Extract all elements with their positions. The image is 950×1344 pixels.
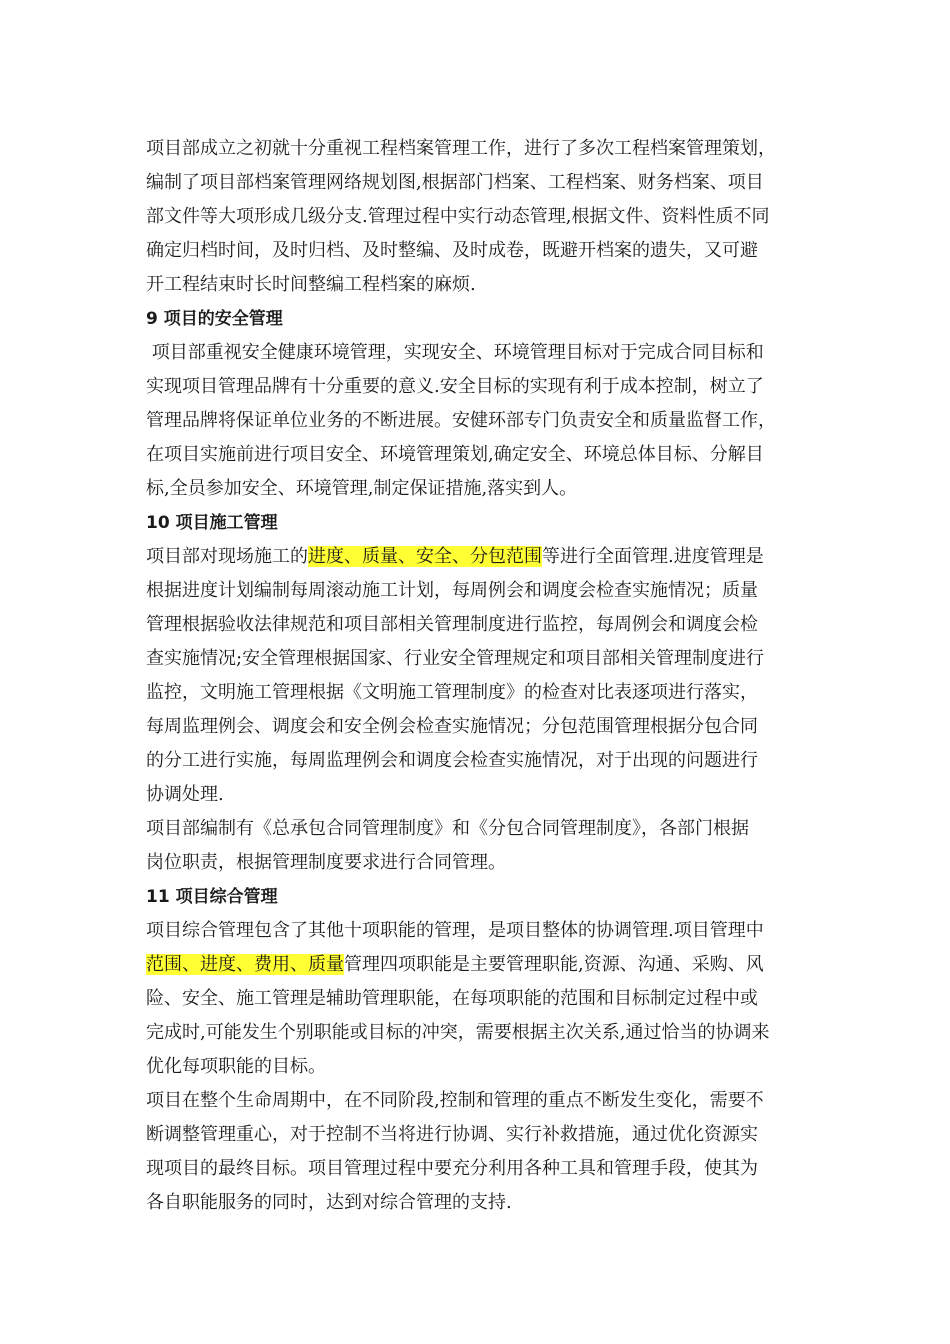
- paragraph-line: 根据进度计划编制每周滚动施工计划，每周例会和调度会检查实施情况；质量: [146, 580, 758, 601]
- paragraph-line: 实现项目管理品牌有十分重要的意义.安全目标的实现有利于成本控制，树立了: [146, 376, 764, 397]
- paragraph-line: [146, 948, 816, 982]
- paragraph-line: 标,全员参加安全、环境管理,制定保证措施,落实到人。: [146, 478, 578, 499]
- paragraph-line: 岗位职责，根据管理制度要求进行合同管理。: [146, 852, 506, 873]
- paragraph-line: 项目部编制有《总承包合同管理制度》和《分包合同管理制度》，各部门根据: [146, 818, 749, 839]
- section-heading-safety: 9 项目的安全管理: [146, 309, 283, 329]
- paragraph-line: 部文件等大项形成几级分支.管理过程中实行动态管理,根据文件、资料性质不同: [146, 206, 770, 227]
- paragraph-line: 优化每项职能的目标。: [146, 1056, 326, 1077]
- paragraph-line: 断调整管理重心，对于控制不当将进行协调、实行补救措施，通过优化资源实: [146, 1124, 758, 1145]
- paragraph-line: 开工程结束时长时间整编工程档案的麻烦.: [146, 274, 476, 295]
- paragraph-line: 在项目实施前进行项目安全、环境管理策划,确定安全、环境总体目标、分解目: [146, 444, 764, 465]
- paragraph-line: 监控，文明施工管理根据《文明施工管理制度》的检查对比表逐项进行落实，: [146, 682, 758, 703]
- document-body: [146, 132, 816, 1220]
- paragraph-line: 管理根据验收法律规范和项目部相关管理制度进行监控，每周例会和调度会检: [146, 614, 758, 635]
- paragraph-line: 每周监理例会、调度会和安全例会检查实施情况；分包范围管理根据分包合同: [146, 716, 758, 737]
- paragraph-line: 确定归档时间，及时归档、及时整编、及时成卷，既避开档案的遗失，又可避: [146, 240, 758, 261]
- paragraph-line: 险、安全、施工管理是辅助管理职能，在每项职能的范围和目标制定过程中或: [146, 988, 758, 1009]
- text-segment: 管理四项职能是主要管理职能,资源、沟通、采购、风: [344, 954, 764, 975]
- paragraph-line: 项目部成立之初就十分重视工程档案管理工作，进行了多次工程档案管理策划，: [146, 138, 776, 159]
- paragraph-line: 项目部重视安全健康环境管理，实现安全、环境管理目标对于完成合同目标和: [146, 342, 764, 363]
- paragraph-line: 完成时,可能发生个别职能或目标的冲突，需要根据主次关系,通过恰当的协调来: [146, 1022, 770, 1043]
- paragraph-line: 编制了项目部档案管理网络规划图,根据部门档案、工程档案、财务档案、项目: [146, 172, 764, 193]
- paragraph-line: 管理品牌将保证单位业务的不断进展。安健环部专门负责安全和质量监督工作，: [146, 410, 776, 431]
- paragraph-line: 各自职能服务的同时，达到对综合管理的支持.: [146, 1192, 512, 1213]
- text-segment: 等进行全面管理.进度管理是: [542, 546, 764, 567]
- paragraph-line: 现项目的最终目标。项目管理过程中要充分利用各种工具和管理手段，使其为: [146, 1158, 758, 1179]
- highlighted-text: 进度、质量、安全、分包范围: [308, 546, 542, 567]
- paragraph-line: 项目在整个生命周期中，在不同阶段,控制和管理的重点不断发生变化，需要不: [146, 1090, 764, 1111]
- highlighted-text: 范围、进度、费用、质量: [146, 954, 344, 975]
- paragraph-line: 项目综合管理包含了其他十项职能的管理，是项目整体的协调管理.项目管理中: [146, 920, 764, 941]
- text-segment: 项目部对现场施工的: [146, 546, 308, 567]
- paragraph-line: [146, 540, 816, 574]
- section-heading-construction: 10 项目施工管理: [146, 513, 278, 533]
- paragraph-line: 查实施情况;安全管理根据国家、行业安全管理规定和项目部相关管理制度进行: [146, 648, 765, 669]
- paragraph-line: 协调处理.: [146, 784, 224, 805]
- section-heading-integrated: 11 项目综合管理: [146, 887, 278, 907]
- paragraph-line: 的分工进行实施，每周监理例会和调度会检查实施情况，对于出现的问题进行: [146, 750, 758, 771]
